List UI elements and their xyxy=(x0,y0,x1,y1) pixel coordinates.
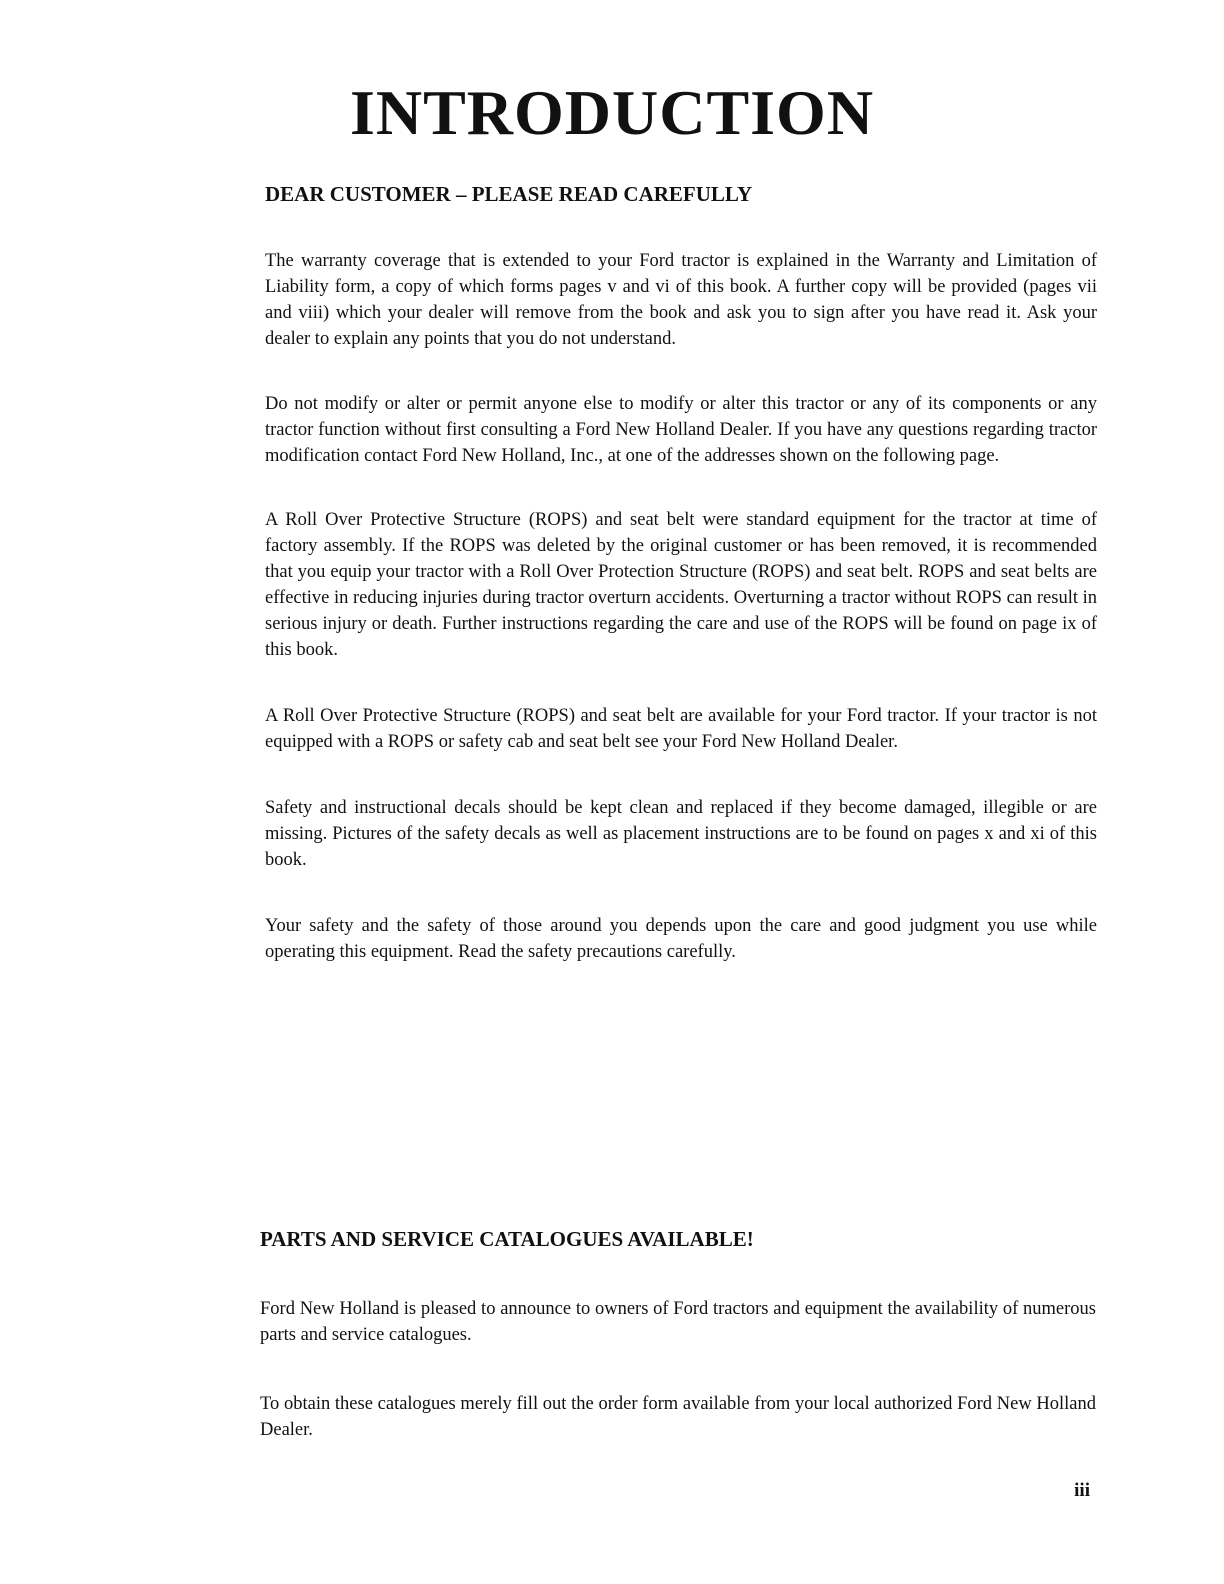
paragraph-rops-standard: A Roll Over Protective Structure (ROPS) and seat belt were standard equipment for the tractor at time of factory assembly. If the ROPS was deleted by the original customer or has been removed, it is recommended that you equip your tractor with a Roll Over Protection Structure (ROPS) and seat belt. ROPS and seat belts are effective in reducing injuries during tractor overturn accidents. Overturning a tractor without ROPS can result in serious injury or death. Further instructions regarding the care and use of the ROPS will be found on page ix of this book. xyxy=(265,510,1097,660)
paragraph-rops-available: A Roll Over Protective Structure (ROPS) and seat belt are available for your Ford tractor. If your tractor is not equipped with a ROPS or safety cab and seat belt see your Ford New Holland Dealer. xyxy=(265,706,1097,752)
paragraph-safety-care: Your safety and the safety of those around you depends upon the care and good judgment you use while operating this equipment. Read the safety precautions carefully. xyxy=(265,916,1097,962)
section-heading-dear-customer: DEAR CUSTOMER – PLEASE READ CAREFULLY xyxy=(265,182,753,206)
paragraph-order-form: To obtain these catalogues merely fill out the order form available from your local authorized Ford New Holland Dealer. xyxy=(260,1394,1096,1440)
section-heading-parts-catalogues: PARTS AND SERVICE CATALOGUES AVAILABLE! xyxy=(260,1227,754,1251)
page-number: iii xyxy=(1074,1480,1090,1501)
paragraph-safety-decals: Safety and instructional decals should be kept clean and replaced if they become damaged, illegible or are missing. Pictures of the safety decals as well as placement instructions are to be found on pages x and xi of this book. xyxy=(265,798,1097,870)
paragraph-warranty: The warranty coverage that is extended to your Ford tractor is explained in the Warranty and Limitation of Liability form, a copy of which forms pages v and vi of this book. A further copy will be provided (pages vii and viii) which your dealer will remove from the book and ask you to sign after you have read it. Ask your dealer to explain any points that you do not understand. xyxy=(265,251,1097,349)
page-title: INTRODUCTION xyxy=(349,77,875,148)
paragraph-modification: Do not modify or alter or permit anyone else to modify or alter this tractor or any of its components or any tractor function without first consulting a Ford New Holland Dealer. If you have any questions regarding tractor modification contact Ford New Holland, Inc., at one of the addresses shown on the following page. xyxy=(265,394,1097,466)
paragraph-catalogues-announcement: Ford New Holland is pleased to announce to owners of Ford tractors and equipment the availability of numerous parts and service catalogues. xyxy=(260,1299,1096,1345)
